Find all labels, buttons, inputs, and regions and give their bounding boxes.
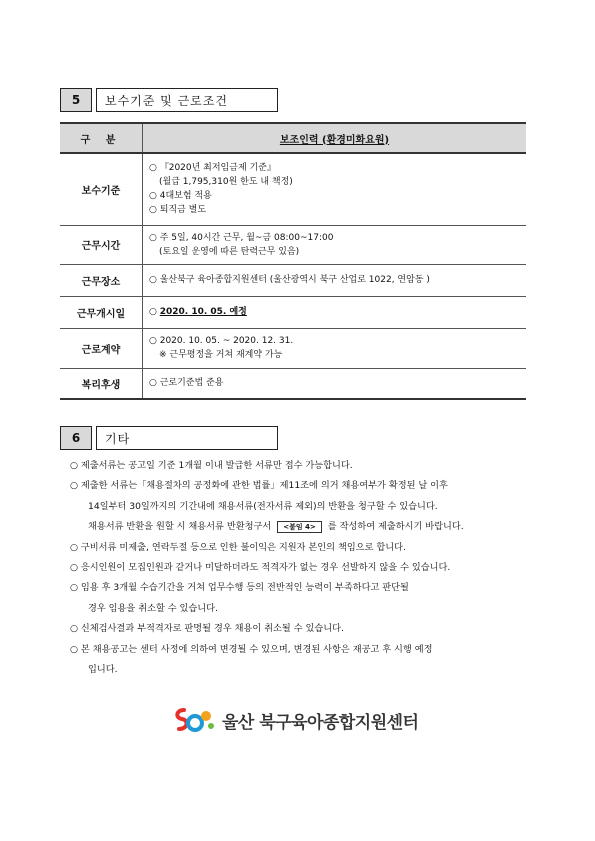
start-date: 2020. 10. 05. 예정: [159, 307, 247, 317]
note-item: ○ 본 채용공고는 센터 사정에 의하여 변경될 수 있으며, 변경된 사항은 재공고 후 시행 예정: [70, 643, 433, 655]
note-item: ○ 구비서류 미제출, 연락두절 등으로 인한 불이익은 지원자 본인의 책임으로 합니다.: [70, 541, 406, 553]
note-item: ○ 제출서류는 공고일 기준 1개월 이내 발급한 서류만 접수 가능합니다.: [70, 460, 353, 471]
attachment-tag: <붙임 4>: [277, 521, 322, 533]
table-row: [60, 368, 526, 399]
note-item: 채용서류 반환을 원할 시 채용서류 반환청구서 <붙임 4> 를 작성하여 제출하시기 바랍니다.: [88, 521, 464, 533]
note-item: 경우 임용을 취소할 수 있습니다.: [88, 602, 218, 614]
conditions-table: [60, 122, 526, 400]
note-item: ○ 임용 후 3개월 수습기간을 거쳐 업무수행 등의 전반적인 능력이 부족하다고 판단될: [70, 582, 409, 594]
note-item: 14일부터 30일까지의 기간내에 채용서류(전자서류 제외)의 반환을 청구할 수 있습니다.: [88, 500, 438, 512]
logo-mark-icon: [172, 706, 216, 734]
row-content: ○ 2020. 10. 05. ~ 2020. 12. 31. ※ 근무평정을 거쳐 재계약 가능: [143, 328, 527, 368]
section-title: 보수기준 및 근로조건: [96, 88, 278, 112]
section-number: 5: [60, 88, 92, 112]
note-item: 입니다.: [88, 664, 118, 676]
center-logo: [172, 706, 418, 734]
notes-list: [70, 456, 540, 680]
section-title: 기타: [96, 426, 278, 450]
logo-text: 울산 북구육아종합지원센터: [222, 712, 419, 733]
row-label: 근무개시일: [60, 296, 143, 328]
note-item: ○ 신체검사결과 부적격자로 판명될 경우 채용이 취소될 수 있습니다.: [70, 623, 344, 635]
note-item: ○ 응시인원이 모집인원과 같거나 미달하더라도 적격자가 없는 경우 선발하지 않을 수 있습니다.: [70, 562, 451, 574]
row-label: 근무시간: [60, 225, 143, 264]
table-row: [60, 225, 526, 264]
header-category: 구 분: [60, 123, 143, 153]
table-row: [60, 153, 526, 225]
note-item: ○ 제출한 서류는「채용절차의 공정화에 관한 법률」제11조에 의거 채용여부가 확정된 날 이후: [70, 480, 448, 492]
row-label: 보수기준: [60, 153, 143, 225]
row-content: ○ 울산북구 육아종합지원센터 (울산광역시 북구 산업로 1022, 연암동 ): [143, 264, 527, 296]
row-label: 근무장소: [60, 264, 143, 296]
table-row: [60, 264, 526, 296]
section-6-header: [60, 426, 278, 450]
table-row: [60, 296, 526, 328]
row-content: ○ 주 5일, 40시간 근무, 월~금 08:00~17:00 (토요일 운영에 따른 탄력근무 있음): [143, 225, 527, 264]
row-label: 근로계약: [60, 328, 143, 368]
row-label: 복리후생: [60, 368, 143, 399]
table-row: [60, 328, 526, 368]
section-5-header: [60, 88, 278, 112]
row-content: ○ 『2020년 최저임금제 기준』 (월급 1,795,310원 한도 내 책정) ○ 4대보험 적용 ○ 퇴직금 별도: [143, 153, 527, 225]
row-content: ○ 근로기준법 준용: [143, 368, 527, 399]
table-header-row: [60, 123, 526, 153]
section-number: 6: [60, 426, 92, 450]
header-position: 보조인력 (환경미화요원): [143, 123, 527, 153]
row-content: ○ 2020. 10. 05. 예정: [143, 296, 527, 328]
